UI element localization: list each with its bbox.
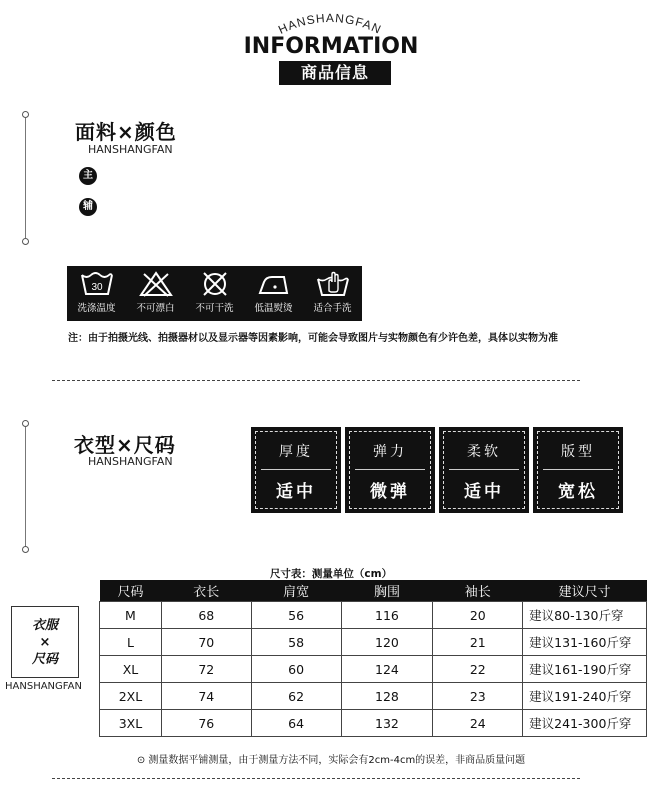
- care-item-dryclean: [185, 266, 244, 321]
- wash-30-icon: [79, 270, 115, 298]
- cell-chest: 128: [341, 683, 433, 710]
- fit-brand: HANSHANGFAN: [88, 455, 173, 468]
- table-row: [100, 602, 647, 629]
- cell-chest: 132: [341, 710, 433, 737]
- hand-wash-icon: [315, 270, 351, 298]
- care-item-bleach: [126, 266, 185, 321]
- pin-dot-bottom: [22, 546, 29, 553]
- attr-card-elasticity: [345, 427, 435, 513]
- side-brand: HANSHANGFAN: [5, 681, 82, 692]
- care-label-dryclean: 不可干洗: [195, 303, 234, 314]
- cell-length: 72: [161, 656, 251, 683]
- cell-length: 76: [161, 710, 251, 737]
- cell-chest: 116: [341, 602, 433, 629]
- cell-recommend: 建议131-160斤穿: [523, 629, 647, 656]
- col-header-chest: 胸围: [341, 580, 433, 602]
- care-label-bleach: 不可漂白: [136, 303, 175, 314]
- attr-card-softness: [439, 427, 529, 513]
- brand-arc-label: HANSHANGFAN: [276, 10, 384, 37]
- divider: [52, 380, 580, 381]
- attr-card-label: 弹力: [373, 444, 407, 460]
- care-item-wash: [67, 266, 126, 321]
- cell-length: 68: [161, 602, 251, 629]
- cell-size: XL: [100, 656, 162, 683]
- table-row: [100, 710, 647, 737]
- main-color-label: 主: [79, 167, 97, 185]
- attr-card-value: 微弹: [370, 482, 410, 502]
- cell-shoulder: 58: [251, 629, 341, 656]
- cell-sleeve: 22: [433, 656, 523, 683]
- care-item-iron: [244, 266, 303, 321]
- no-bleach-icon: [138, 270, 174, 298]
- care-strip: [67, 266, 362, 321]
- divider: [52, 778, 580, 779]
- pin-line: [25, 118, 26, 238]
- attr-card-value: 适中: [464, 482, 504, 502]
- table-header-row: [100, 580, 647, 602]
- cell-chest: 124: [341, 656, 433, 683]
- cell-shoulder: 62: [251, 683, 341, 710]
- table-row: [100, 656, 647, 683]
- side-box-line2: ×: [39, 635, 51, 650]
- cell-size: M: [100, 602, 162, 629]
- attr-card-fit: [533, 427, 623, 513]
- fit-title: 衣型×尺码: [74, 433, 176, 457]
- attr-card-label: 版型: [561, 444, 595, 460]
- page-subtitle: 商品信息: [279, 61, 391, 85]
- cell-length: 74: [161, 683, 251, 710]
- fabric-brand: HANSHANGFAN: [88, 143, 173, 156]
- care-item-handwash: [303, 266, 362, 321]
- cell-size: 3XL: [100, 710, 162, 737]
- cell-recommend: 建议80-130斤穿: [523, 602, 647, 629]
- cell-shoulder: 64: [251, 710, 341, 737]
- col-header-shoulder: 肩宽: [251, 580, 341, 602]
- attr-card-label: 厚度: [279, 444, 313, 460]
- cell-shoulder: 60: [251, 656, 341, 683]
- col-header-sleeve: 袖长: [433, 580, 523, 602]
- cell-size: L: [100, 629, 162, 656]
- table-row: [100, 629, 647, 656]
- care-label-iron: 低温熨烫: [254, 303, 293, 314]
- attr-card-value: 适中: [276, 482, 316, 502]
- attr-card-value: 宽松: [558, 482, 598, 502]
- cell-recommend: 建议161-190斤穿: [523, 656, 647, 683]
- care-label-wash: 洗涤温度: [77, 303, 116, 314]
- wash-temp-number: 30: [90, 282, 103, 293]
- cell-sleeve: 24: [433, 710, 523, 737]
- attr-card-thickness: [251, 427, 341, 513]
- size-side-box: [11, 606, 79, 678]
- pin-dot-bottom: [22, 238, 29, 245]
- col-header-recommend: 建议尺寸: [523, 580, 647, 602]
- pin-dot-top: [22, 420, 29, 427]
- svg-text:HANSHANGFAN: [276, 11, 384, 37]
- cell-chest: 120: [341, 629, 433, 656]
- no-dry-clean-icon: [197, 270, 233, 298]
- cell-recommend: 建议241-300斤穿: [523, 710, 647, 737]
- page-title: INFORMATION: [243, 34, 419, 59]
- cell-recommend: 建议191-240斤穿: [523, 683, 647, 710]
- col-header-length: 衣长: [161, 580, 251, 602]
- cell-sleeve: 23: [433, 683, 523, 710]
- pin-line: [25, 427, 26, 547]
- size-table-caption: 尺寸表：测量单位（cm）: [269, 568, 393, 580]
- side-box-line1: 衣服: [31, 618, 58, 633]
- cell-size: 2XL: [100, 683, 162, 710]
- care-label-handwash: 适合手洗: [313, 303, 352, 314]
- aux-color-label: 辅: [79, 198, 97, 216]
- attr-card-label: 柔软: [467, 444, 501, 460]
- cell-length: 70: [161, 629, 251, 656]
- measurement-note: ⊙ 测量数据平铺测量，由于测量方法不同，实际会有2cm-4cm的误差，非商品质量问题: [136, 755, 526, 766]
- fabric-title: 面料×颜色: [75, 120, 177, 144]
- color-note: 注：由于拍摄光线、拍摄器材以及显示器等因素影响，可能会导致图片与实物颜色有少许色差，具体以实物为准: [68, 333, 558, 344]
- cell-shoulder: 56: [251, 602, 341, 629]
- side-box-line3: 尺码: [31, 652, 58, 667]
- cell-sleeve: 20: [433, 602, 523, 629]
- cell-sleeve: 21: [433, 629, 523, 656]
- pin-dot-top: [22, 111, 29, 118]
- table-row: [100, 683, 647, 710]
- size-table: [99, 580, 647, 737]
- col-header-size: 尺码: [100, 580, 162, 602]
- low-iron-icon: [256, 270, 292, 298]
